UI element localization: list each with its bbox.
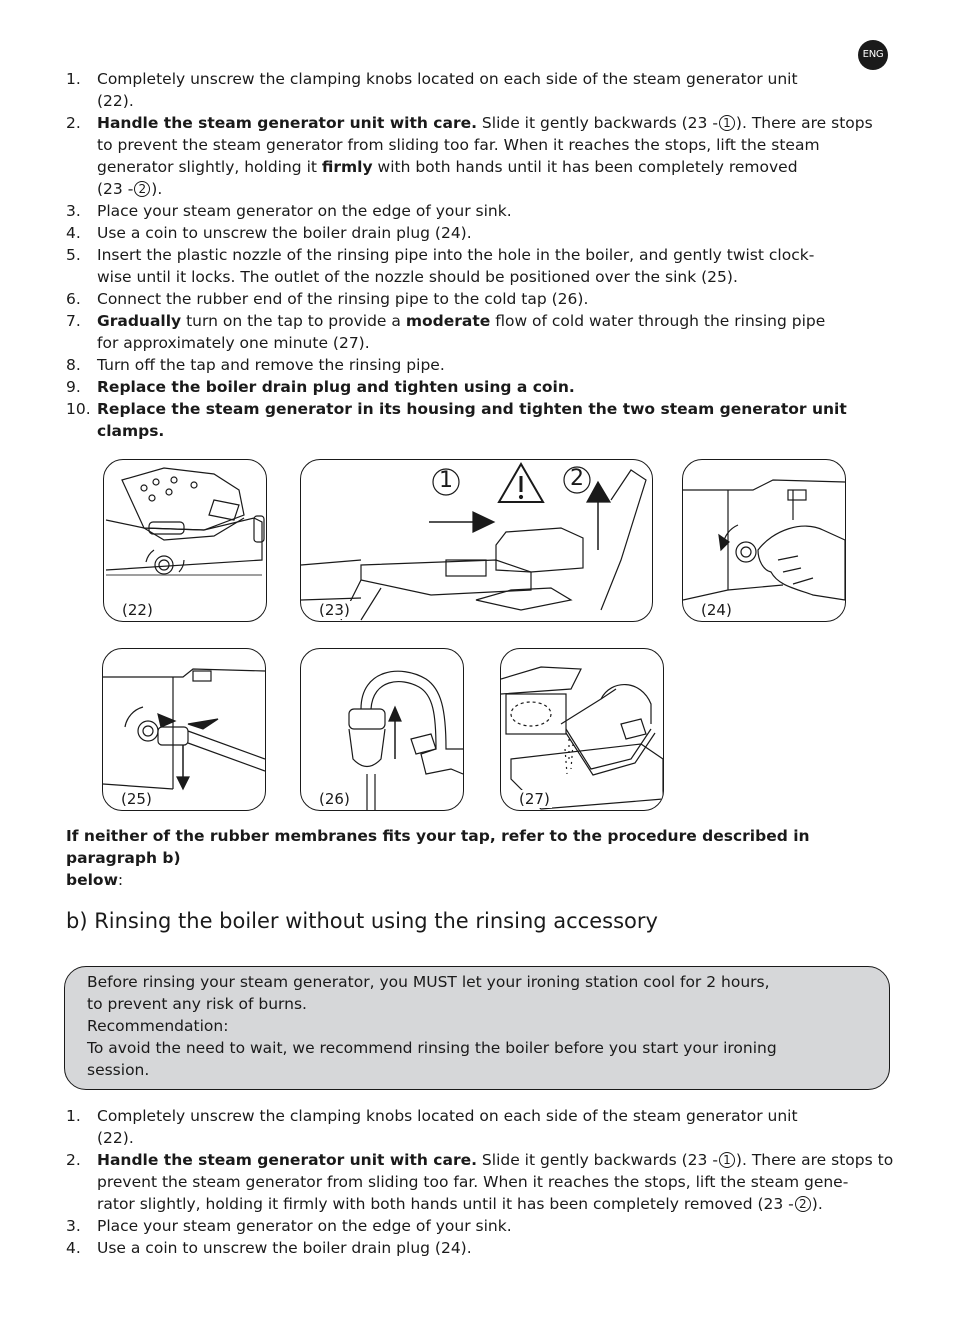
figure-caption: (25) [121, 790, 152, 808]
step-number: 5. [66, 246, 81, 264]
note-text: below [66, 871, 118, 889]
circled-number: 1 [719, 115, 735, 131]
step-number: 2. [66, 1151, 81, 1169]
step-marker-2: 2 [570, 466, 584, 491]
step-text: generator slightly, holding it [97, 158, 322, 176]
circled-number: 2 [795, 1196, 811, 1212]
nozzle-insert-illustration [103, 649, 265, 810]
list-item [66, 68, 896, 90]
figure-22 [103, 459, 267, 622]
step-bold: Handle the steam generator unit with care. [97, 114, 477, 132]
list-item [66, 398, 896, 442]
cooling-warning-box [64, 966, 890, 1090]
list-item [66, 376, 896, 398]
step-text: with both hands until it has been completely removed [372, 158, 798, 176]
figure-caption: (27) [519, 790, 550, 808]
step-text: wise until it locks. The outlet of the nozzle should be positioned over the sink (25). [97, 268, 738, 286]
step-text: Use a coin to unscrew the boiler drain plug (24). [97, 224, 472, 242]
step-number: 1. [66, 70, 81, 88]
list-item [66, 134, 896, 156]
step-text: ). There are stops to [735, 1151, 894, 1169]
step-text: (23 - [97, 180, 134, 198]
list-item [66, 288, 896, 310]
figure-caption: (23) [319, 601, 350, 619]
list-item [66, 200, 896, 222]
list-item [66, 156, 896, 178]
list-item [66, 244, 896, 266]
membrane-note [66, 825, 896, 891]
step-number: 10. [66, 400, 91, 418]
warning-line: session. [87, 1061, 150, 1079]
circled-number: 2 [134, 181, 150, 197]
step-number: 4. [66, 224, 81, 242]
step-text: to prevent the steam generator from sliding too far. When it reaches the stops, lift the steam [97, 136, 820, 154]
figure-25 [102, 648, 266, 811]
step-text: prevent the steam generator from sliding too far. When it reaches the stops, lift the steam gene- [97, 1173, 849, 1191]
figure-caption: (22) [122, 601, 153, 619]
warning-line: to prevent any risk of burns. [87, 995, 307, 1013]
step-text: Completely unscrew the clamping knobs located on each side of the steam generator unit [97, 70, 798, 88]
rinse-sink-illustration [501, 649, 663, 810]
step-number: 3. [66, 202, 81, 220]
steam-generator-knob-illustration [104, 460, 266, 621]
step-text: ). There are stops [735, 114, 873, 132]
list-item [66, 1105, 906, 1127]
step-text: (22). [97, 92, 134, 110]
step-bold: Gradually [97, 312, 182, 330]
step-number: 6. [66, 290, 81, 308]
step-number: 9. [66, 378, 81, 396]
list-item [66, 310, 896, 332]
step-text: turn on the tap to provide a [181, 312, 406, 330]
list-item [66, 178, 896, 200]
list-item [66, 1215, 906, 1237]
step-text: for approximately one minute (27). [97, 334, 370, 352]
step-text: rator slightly, holding it firmly with both hands until it has been completely removed (23 - [97, 1195, 794, 1213]
language-badge: ENG [858, 40, 888, 70]
step-text: ). [811, 1195, 823, 1213]
step-number: 4. [66, 1239, 81, 1257]
circled-number: 1 [719, 1152, 735, 1168]
step-marker-1: 1 [439, 468, 453, 493]
step-number: 2. [66, 114, 81, 132]
list-item [66, 90, 896, 112]
rinsing-steps-list [66, 68, 896, 442]
step-text: flow of cold water through the rinsing pipe [490, 312, 826, 330]
figure-caption: (26) [319, 790, 350, 808]
step-text: Slide it gently backwards (23 - [477, 114, 718, 132]
note-text: If neither of the rubber membranes fits your tap, refer to the procedure described in paragraph b) [66, 827, 810, 867]
figure-26 [300, 648, 464, 811]
step-number: 8. [66, 356, 81, 374]
list-item [66, 266, 896, 288]
connect-tap-illustration [301, 649, 463, 810]
step-bold: firmly [321, 158, 373, 176]
step-number: 1. [66, 1107, 81, 1125]
note-tail: : [117, 871, 124, 889]
step-text: Connect the rubber end of the rinsing pipe to the cold tap (26). [97, 290, 589, 308]
step-text: Place your steam generator on the edge of your sink. [97, 1217, 512, 1235]
step-text: Place your steam generator on the edge of your sink. [97, 202, 512, 220]
step-text: Insert the plastic nozzle of the rinsing pipe into the hole in the boiler, and gently twist clock- [97, 246, 815, 264]
step-bold: Replace the steam generator in its housing and tighten the two steam generator unit clamps. [97, 400, 847, 440]
list-item [66, 354, 896, 376]
slide-backwards-illustration [301, 460, 652, 621]
list-item [66, 222, 896, 244]
step-number: 3. [66, 1217, 81, 1235]
step-text: Completely unscrew the clamping knobs located on each side of the steam generator unit [97, 1107, 798, 1125]
warning-line: Recommendation: [87, 1017, 229, 1035]
list-item [66, 332, 896, 354]
step-bold: Replace the boiler drain plug and tighten using a coin. [97, 378, 575, 396]
list-item [66, 1127, 906, 1149]
step-text: Slide it gently backwards (23 - [477, 1151, 718, 1169]
figure-caption: (24) [701, 601, 732, 619]
step-bold: Handle the steam generator unit with care. [97, 1151, 477, 1169]
step-number: 7. [66, 312, 81, 330]
list-item [66, 1237, 906, 1259]
coin-unscrew-illustration [683, 460, 845, 621]
warning-line: To avoid the need to wait, we recommend rinsing the boiler before you start your ironing [87, 1039, 777, 1057]
list-item [66, 1171, 906, 1193]
section-b-steps-list [66, 1105, 906, 1259]
figure-23 [300, 459, 653, 622]
list-item [66, 1193, 906, 1215]
step-text: (22). [97, 1129, 134, 1147]
figure-24 [682, 459, 846, 622]
list-item [66, 1149, 906, 1171]
step-text: Use a coin to unscrew the boiler drain plug (24). [97, 1239, 472, 1257]
step-text: ). [151, 180, 163, 198]
list-item [66, 112, 896, 134]
step-bold: moderate [405, 312, 491, 330]
step-text: Turn off the tap and remove the rinsing pipe. [97, 356, 445, 374]
figure-27 [500, 648, 664, 811]
section-b-title: b) Rinsing the boiler without using the rinsing accessory [66, 909, 658, 933]
warning-line: Before rinsing your steam generator, you MUST let your ironing station cool for 2 hours, [87, 973, 770, 991]
